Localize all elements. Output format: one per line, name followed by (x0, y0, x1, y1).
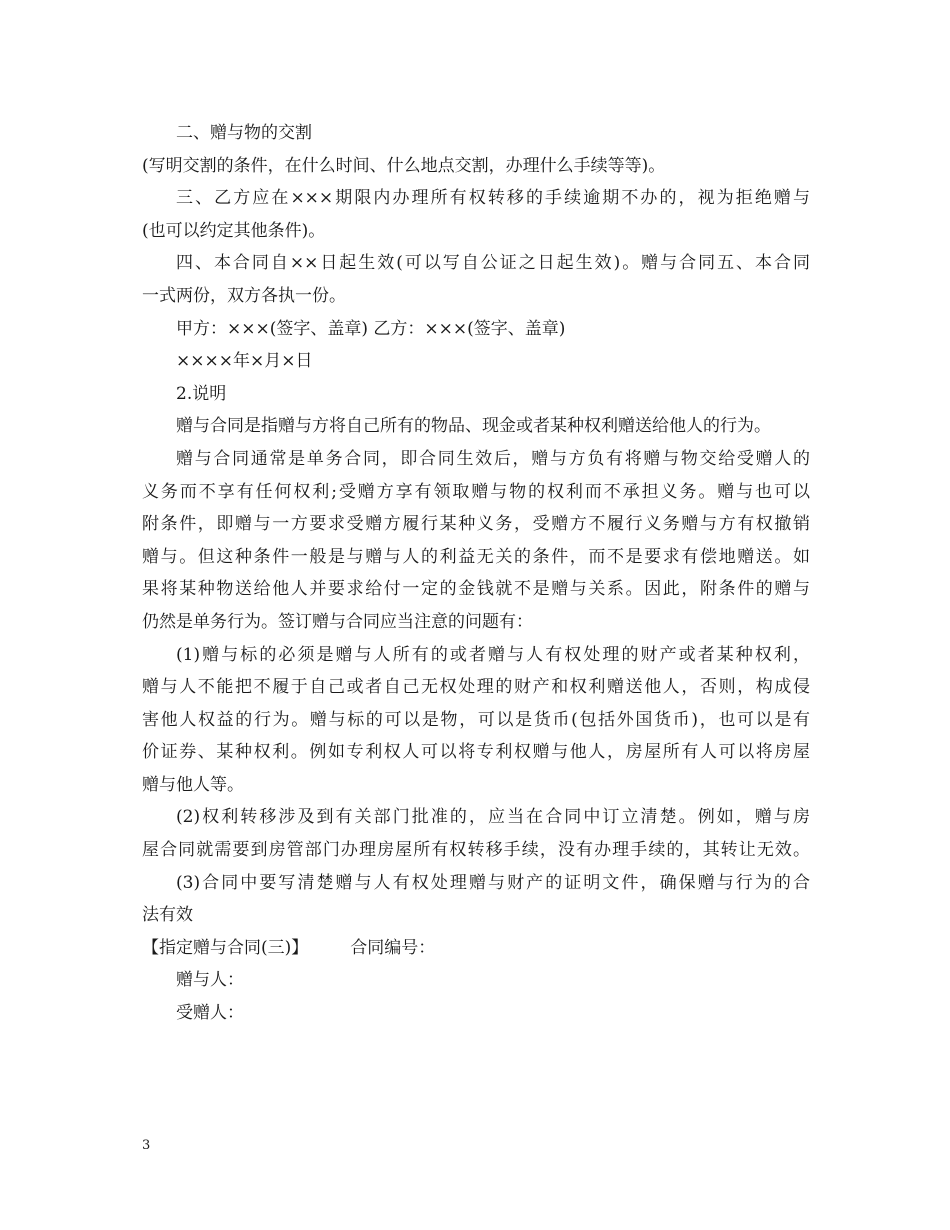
text-line: 义务而不享有任何权利;受赠方享有领取赠与物的权利而不承担义务。赠与也可以 (142, 481, 810, 502)
donor-label: 赠与人： (176, 970, 244, 991)
text-line: 赠与人不能把不履于自己或者自己无权处理的财产和权利赠送他人，否则，构成侵 (142, 677, 810, 698)
page-number: 3 (142, 1138, 151, 1153)
text-line: 四、本合同自××日起生效(可以写自公证之日起生效)。赠与合同五、本合同 (176, 253, 810, 274)
text-line: 害他人权益的行为。赠与标的可以是物，可以是货币(包括外国货币)，也可以是有 (142, 709, 810, 730)
text-line: (2)权利转移涉及到有关部门批准的，应当在合同中订立清楚。例如，赠与房 (176, 807, 810, 828)
recipient-label: 受赠人： (176, 1003, 244, 1024)
text-line: (写明交割的条件，在什么时间、什么地点交割，办理什么手续等等)。 (142, 155, 666, 176)
text-line: 屋合同就需要到房管部门办理房屋所有权转移手续，没有办理手续的，其转让无效。 (142, 840, 810, 861)
section-heading-explanation: 2.说明 (176, 383, 227, 404)
text-line: (1)赠与标的必须是赠与人所有的或者赠与人有权处理的财产或者某种权利， (176, 644, 810, 665)
text-line: 三、乙方应在×××期限内办理所有权转移的手续逾期不办的，视为拒绝赠与 (176, 188, 810, 209)
text-line: (3)合同中要写清楚赠与人有权处理赠与财产的证明文件，确保赠与行为的合 (176, 872, 810, 893)
text-line: 法有效 (142, 905, 193, 926)
text-line: 果将某种物送给他人并要求给付一定的金钱就不是赠与关系。因此，附条件的赠与 (142, 579, 810, 600)
text-line: 仍然是单务行为。签订赠与合同应当注意的问题有： (142, 611, 533, 632)
signature-line: 甲方：×××(签字、盖章) 乙方：×××(签字、盖章) (176, 318, 566, 339)
text-line: 赠与。但这种条件一般是与赠与人的利益无关的条件，而不是要求有偿地赠送。如 (142, 546, 810, 567)
text-line: (也可以约定其他条件)。 (142, 220, 326, 241)
text-line: 赠与合同是指赠与方将自己所有的物品、现金或者某种权利赠送给他人的行为。 (176, 416, 771, 437)
document-body (142, 117, 810, 1030)
contract-title: 【指定赠与合同(三)】 (142, 937, 309, 958)
text-line: 赠与合同通常是单务合同，即合同生效后，赠与方负有将赠与物交给受赠人的 (176, 448, 810, 469)
text-line: 赠与他人等。 (142, 774, 244, 795)
text-line: 附条件，即赠与一方要求受赠方履行某种义务，受赠方不履行义务赠与方有权撤销 (142, 514, 810, 535)
text-line: 一式两份，双方各执一份。 (142, 285, 346, 306)
contract-number-label: 合同编号： (350, 937, 436, 958)
date-line: ××××年×月×日 (176, 351, 313, 372)
text-line: 价证券、某种权利。例如专利权人可以将专利权赠与他人，房屋所有人可以将房屋 (142, 742, 810, 763)
section-heading-delivery: 二、赠与物的交割 (176, 123, 312, 143)
contract-heading-row (142, 932, 810, 965)
